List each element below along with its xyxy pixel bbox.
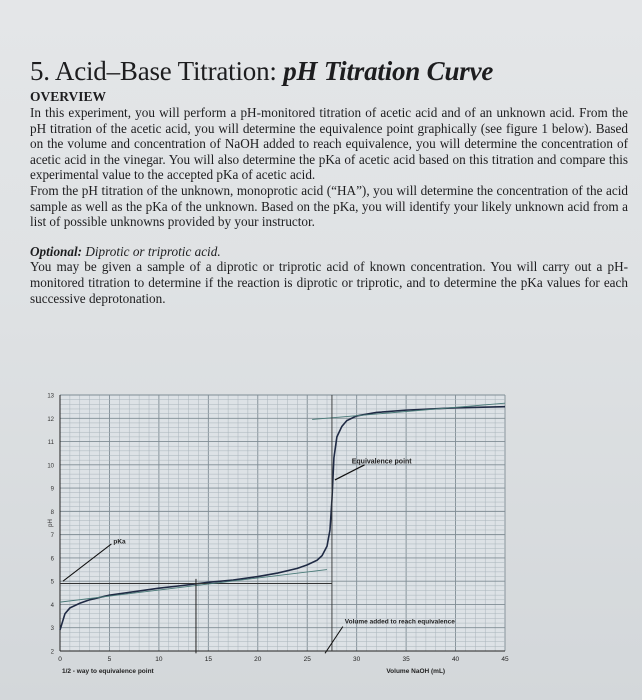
y-axis-label: pH	[48, 519, 54, 527]
document-body	[30, 55, 628, 306]
y-tick-label: 7	[50, 533, 54, 540]
x-tick-label: 40	[451, 656, 460, 663]
x-tick-label: 30	[353, 656, 361, 663]
x-tick-label: 20	[254, 656, 262, 663]
x-tick-label: 45	[501, 656, 509, 663]
annotation-equivalence: Equivalence point	[351, 458, 412, 466]
overview-paragraph-1: In this experiment, you will perform a pH-monitored titration of acetic acid and of an unknown acid. From the pH titration of the acetic acid, you will determine the equivalence point graphically (see figure 1 below). Based on the volume and concentration of NaOH added to reach equivalence, you will determine the concentration of acetic acid in the vinegar. You will also determine the pKa of acetic acid based on this titration and compare this experimental value to the accepted pKa of acetic acid.	[30, 105, 628, 183]
page-title	[30, 55, 628, 87]
y-tick-label: 5	[50, 579, 54, 586]
y-tick-label: 2	[50, 649, 54, 656]
annotation-pka: pKa	[113, 538, 126, 546]
y-tick-label: 11	[47, 440, 54, 447]
x-tick-label: 25	[303, 656, 311, 663]
optional-label: Optional:	[30, 243, 83, 259]
annotation-half-way: 1/2 - way to equivalence point	[61, 668, 154, 675]
chart-grid	[60, 395, 505, 651]
x-tick-label: 35	[402, 656, 410, 663]
title-number: 5.	[30, 56, 50, 86]
y-tick-label: 3	[50, 626, 54, 633]
x-tick-label: 0	[58, 656, 62, 663]
title-plain: Acid–Base Titration:	[54, 56, 284, 86]
optional-section	[30, 244, 628, 306]
optional-paragraph: You may be given a sample of a diprotic or triprotic acid of known concentration. You will carry out a pH-monitored titration to determine if the reaction is diprotic or triprotic, and to determine the pKa values for each successive deprotonation.	[30, 259, 628, 306]
y-tick-label: 13	[47, 393, 54, 400]
y-tick-label: 9	[50, 486, 54, 493]
y-tick-label: 6	[50, 556, 54, 563]
optional-heading	[30, 244, 628, 260]
x-tick-label: 10	[155, 656, 163, 663]
x-axis-label: Volume NaOH (mL)	[386, 668, 446, 675]
titration-chart	[47, 383, 520, 683]
y-tick-label: 4	[50, 602, 54, 609]
x-tick-label: 5	[107, 656, 112, 663]
overview-paragraph-2: From the pH titration of the unknown, monoprotic acid (“HA”), you will determine the concentration of the acid sample as well as the pKa of the unknown. Based on the pKa, you will identify your likely unknown acid from a list of possible unknowns provided by your instructor.	[30, 182, 628, 230]
overview-heading: OVERVIEW	[30, 89, 107, 104]
y-tick-label: 10	[47, 463, 54, 470]
plot-area	[60, 395, 505, 651]
optional-heading-text: Diprotic or triprotic acid.	[82, 243, 221, 259]
title-italic: pH Titration Curve	[283, 56, 494, 86]
x-tick-label: 15	[204, 656, 212, 663]
y-tick-label: 12	[47, 416, 54, 423]
annotation-volume-to-equivalence: Volume added to reach equivalence	[344, 618, 455, 626]
y-tick-label: 8	[50, 509, 54, 516]
